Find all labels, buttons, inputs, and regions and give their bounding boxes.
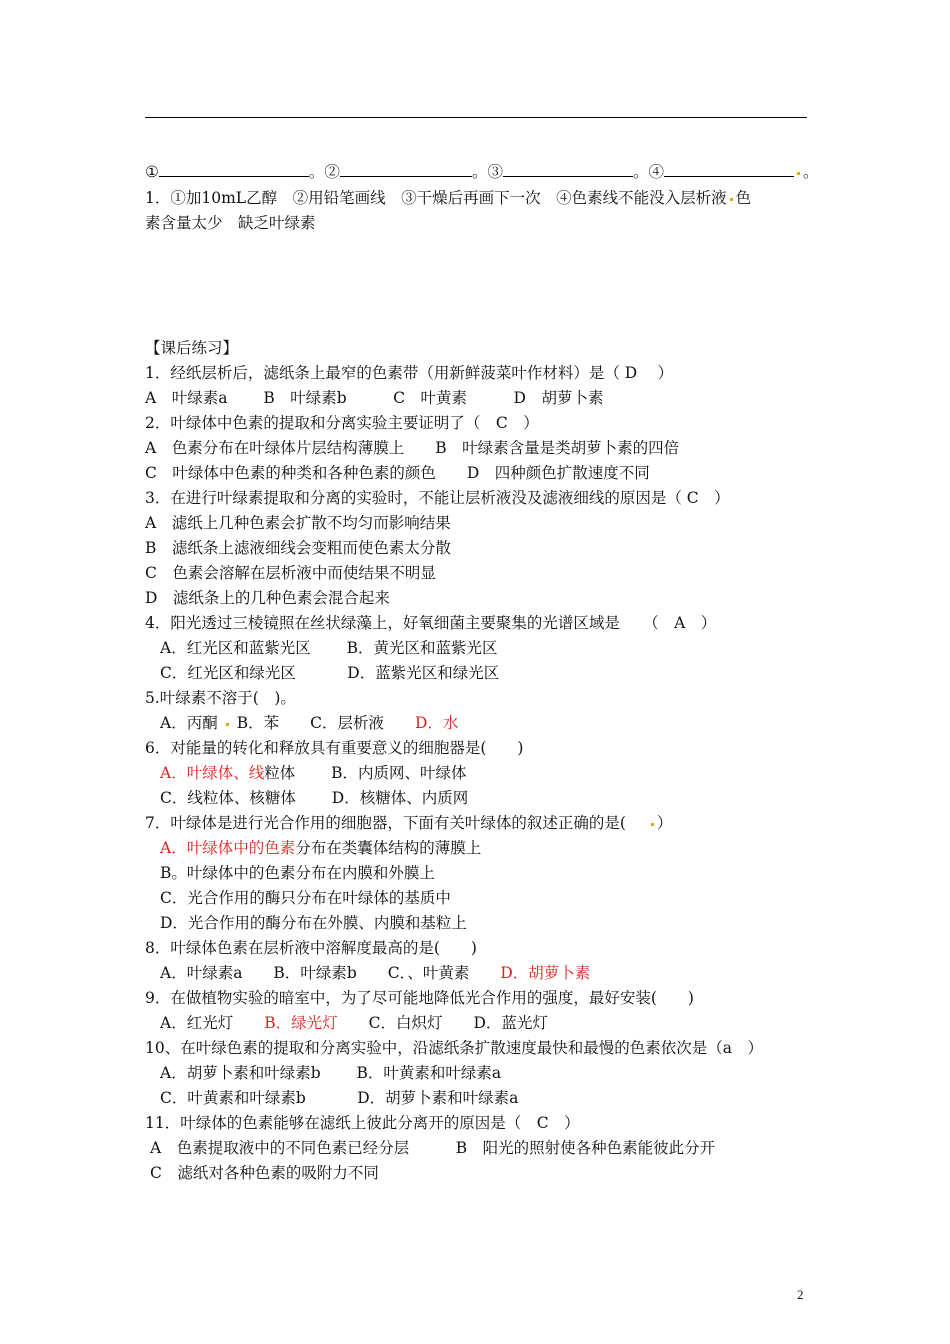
blank-number-4: ④ [648, 163, 664, 181]
q11-options-ab: A 色素提取液中的不同色素已经分层 B 阳光的照射使各种色素能彼此分开 [150, 1139, 716, 1157]
answer-blank-2[interactable] [340, 160, 472, 177]
q10-options-ab: A．胡萝卜素和叶绿素b B．叶黄素和叶绿素a [160, 1064, 502, 1082]
q10-options-cd: C．叶黄素和叶绿素b D．胡萝卜素和叶绿素a [160, 1089, 519, 1107]
q1-stem: 1．经纸层析后，滤纸条上最窄的色素带（用新鲜菠菜叶作材料）是（ D ） [145, 364, 674, 382]
q3-option-a: A 滤纸上几种色素会扩散不均匀而影响结果 [145, 514, 451, 532]
q6-answer: A．叶绿体、线 [160, 764, 265, 782]
blank-number-2: ② [324, 163, 340, 181]
sep: 。 [471, 163, 488, 181]
q9-answer: B．绿光灯 [264, 1014, 338, 1032]
q3-option-b: B 滤纸条上滤液细线会变粗而使色素太分散 [145, 539, 451, 557]
q6-stem: 6．对能量的转化和释放具有重要意义的细胞器是( ) [145, 739, 524, 757]
q9-options [160, 1013, 548, 1033]
q8-options [160, 963, 590, 983]
mark-dot [797, 172, 800, 175]
header-rule [145, 117, 807, 118]
q4-options-ab: A．红光区和蓝紫光区 B．黄光区和蓝紫光区 [160, 639, 498, 657]
q8-stem: 8．叶绿体色素在层析液中溶解度最高的是( ) [145, 939, 477, 957]
q6-options-rest: 粒体 B．内质网、叶绿体 [264, 764, 467, 782]
q7-stem-end: ） [656, 814, 673, 832]
q7-option-a-rest: 分布在类囊体结构的薄膜上 [295, 839, 482, 857]
q11-option-c: C 滤纸对各种色素的吸附力不同 [150, 1164, 379, 1182]
answer-line-2: 素含量太少 缺乏叶绿素 [145, 214, 316, 232]
answer-text-end: 色 [735, 189, 752, 207]
section-title: 【课后练习】 [145, 339, 239, 357]
q11-stem: 11．叶绿体的色素能够在滤纸上彼此分离开的原因是（ C ） [145, 1114, 580, 1132]
q9-option-a: A．红光灯 [160, 1014, 265, 1032]
q6-options-ab [160, 763, 467, 783]
sep: 。 [803, 163, 819, 181]
sep: 。 [632, 163, 649, 181]
q8-answer: D．胡萝卜素 [500, 964, 591, 982]
answer-blank-1[interactable] [159, 160, 309, 177]
sep: 。 [308, 163, 325, 181]
answer-blank-3[interactable] [503, 160, 633, 177]
mark-dot [226, 723, 229, 726]
q2-stem: 2．叶绿体中色素的提取和分离实验主要证明了（ C ） [145, 414, 539, 432]
q5-answer: D．水 [414, 714, 459, 732]
q6-options-cd: C．线粒体、核糖体 D．核糖体、内质网 [160, 789, 469, 807]
answer-line [145, 188, 751, 208]
page-number: 2 [797, 1287, 804, 1302]
q4-options-cd: C．红光区和绿光区 D．蓝紫光区和绿光区 [160, 664, 500, 682]
q10-stem: 10、在叶绿色素的提取和分离实验中，沿滤纸条扩散速度最快和最慢的色素依次是（a ） [145, 1039, 763, 1057]
q7-option-c: C．光合作用的酶只分布在叶绿体的基质中 [160, 889, 451, 907]
blank-number-1: ① [145, 163, 159, 181]
q7-option-b: B。叶绿体中的色素分布在内膜和外膜上 [160, 864, 435, 882]
q3-stem: 3．在进行叶绿素提取和分离的实验时，不能让层析液没及滤液细线的原因是（ C ） [145, 489, 730, 507]
q5-options-bc: B．苯 C．层析液 [236, 714, 415, 732]
q2-options-cd: C 叶绿体中色素的种类和各种色素的颜色 D 四种颜色扩散速度不同 [145, 464, 650, 482]
q4-stem: 4．阳光透过三棱镜照在丝状绿藻上，好氧细菌主要聚集的光谱区域是 （ A ） [145, 614, 717, 632]
q8-options-abc: A．叶绿素a B．叶绿素b C．、叶黄素 [160, 964, 501, 982]
q3-option-d: D 滤纸条上的几种色素会混合起来 [145, 589, 390, 607]
q2-options-ab: A 色素分布在叶绿体片层结构薄膜上 B 叶绿素含量是类胡萝卜素的四倍 [145, 439, 680, 457]
mark-dot [651, 823, 654, 826]
answer-blanks-line [145, 160, 819, 182]
q5-stem: 5.叶绿素不溶于( )。 [145, 689, 296, 707]
q3-option-c: C 色素会溶解在层析液中而使结果不明显 [145, 564, 436, 582]
q5-options [160, 713, 458, 733]
blank-number-3: ③ [487, 163, 503, 181]
q7-answer: A．叶绿体中的色素 [160, 839, 296, 857]
answer-blank-4[interactable] [664, 160, 794, 177]
mark-dot [730, 198, 733, 201]
q7-option-d: D．光合作用的酶分布在外膜、内膜和基粒上 [160, 914, 467, 932]
q5-option-a: A．丙酮 [160, 714, 218, 732]
answer-text: 1．①加10mL乙醇 ②用铅笔画线 ③干燥后再画下一次 ④色素线不能没入层析液 [145, 189, 727, 207]
q9-options-cd: C．白炽灯 D．蓝光灯 [337, 1014, 548, 1032]
q7-stem-text: 7．叶绿体是进行光合作用的细胞器，下面有关叶绿体的叙述正确的是( [145, 814, 626, 832]
q9-stem: 9．在做植物实验的暗室中，为了尽可能地降低光合作用的强度，最好安装( ) [145, 989, 694, 1007]
q7-option-a [160, 838, 481, 858]
q1-options: A 叶绿素a B 叶绿素b C 叶黄素 D 胡萝卜素 [145, 389, 604, 407]
q7-stem [145, 813, 672, 833]
